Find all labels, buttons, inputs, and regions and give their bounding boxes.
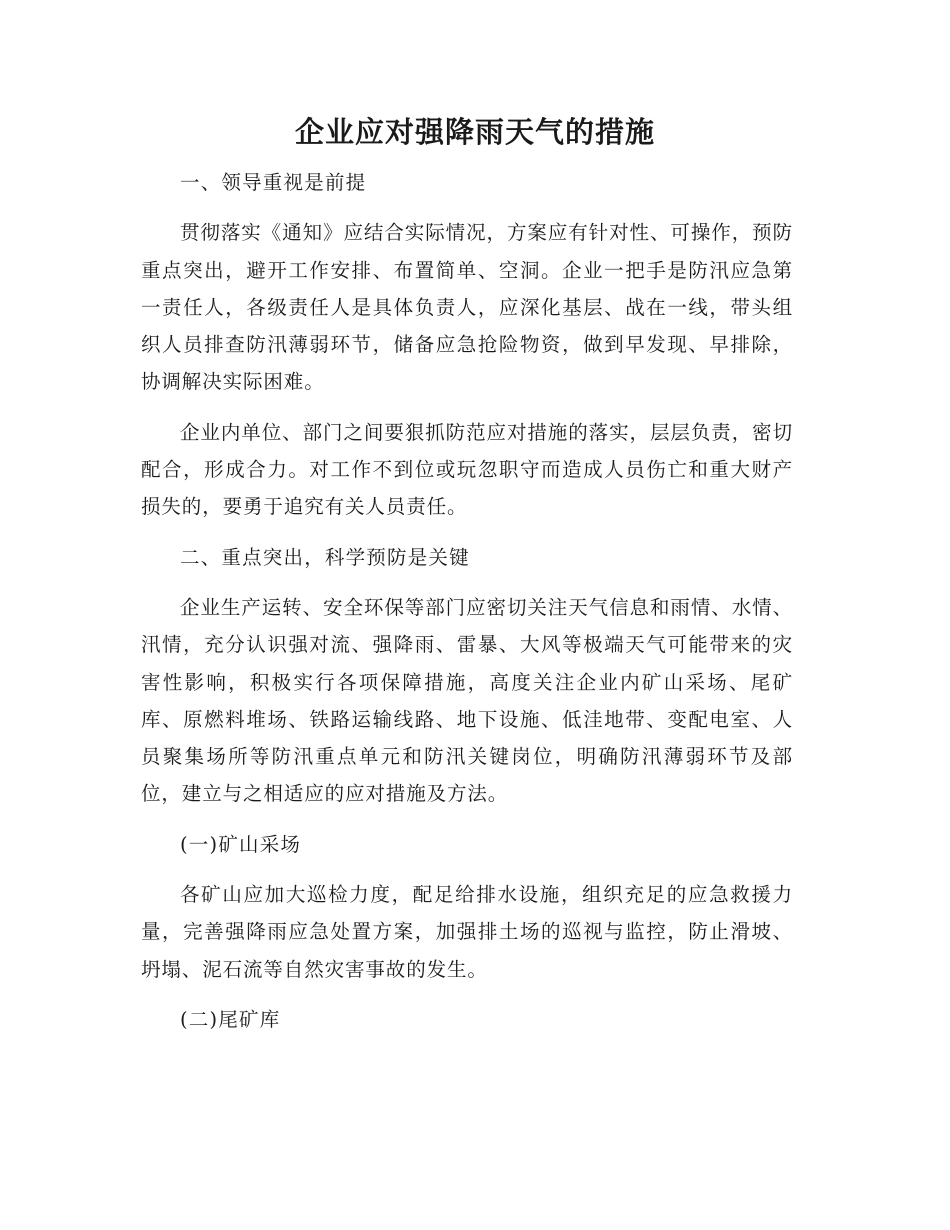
section-heading-2: 二、重点突出，科学预防是关键 (180, 545, 470, 569)
paragraph-1: 贯彻落实《通知》应结合实际情况，方案应有针对性、可操作，预防重点突出，避开工作安排、布置简单、空洞。企业一把手是防汛应急第一责任人，各级责任人是具体负责人，应深化基层、战在一线，带头组织人员排查防汛薄弱环节，储备应急抢险物资，做到早发现、早排除，协调解决实际困难。 (141, 221, 793, 394)
document-body (141, 164, 793, 1038)
subsection-heading-2: (二)尾矿库 (180, 1007, 281, 1031)
paragraph-4: 各矿山应加大巡检力度，配足给排水设施，组织充足的应急救援力量，完善强降雨应急处置方案，加强排土场的巡视与监控，防止滑坡、坍塌、泥石流等自然灾害事故的发生。 (141, 883, 793, 981)
paragraph-2: 企业内单位、部门之间要狠抓防范应对措施的落实，层层负责，密切配合，形成合力。对工作不到位或玩忽职守而造成人员伤亡和重大财产损失的，要勇于追究有关人员责任。 (141, 420, 793, 519)
paragraph-3: 企业生产运转、安全环保等部门应密切关注天气信息和雨情、水情、汛情，充分认识强对流、强降雨、雷暴、大风等极端天气可能带来的灾害性影响，积极实行各项保障措施，高度关注企业内矿山采场、尾矿库、原燃料堆场、铁路运输线路、地下设施、低洼地带、变配电室、人员聚集场所等防汛重点单元和防汛关键岗位，明确防汛薄弱环节及部位，建立与之相适应的应对措施及方法。 (141, 595, 793, 806)
section-heading-1: 一、领导重视是前提 (180, 171, 367, 194)
document-title: 企业应对强降雨天气的措施 (294, 115, 655, 149)
subsection-heading-1: (一)矿山采场 (180, 832, 302, 856)
